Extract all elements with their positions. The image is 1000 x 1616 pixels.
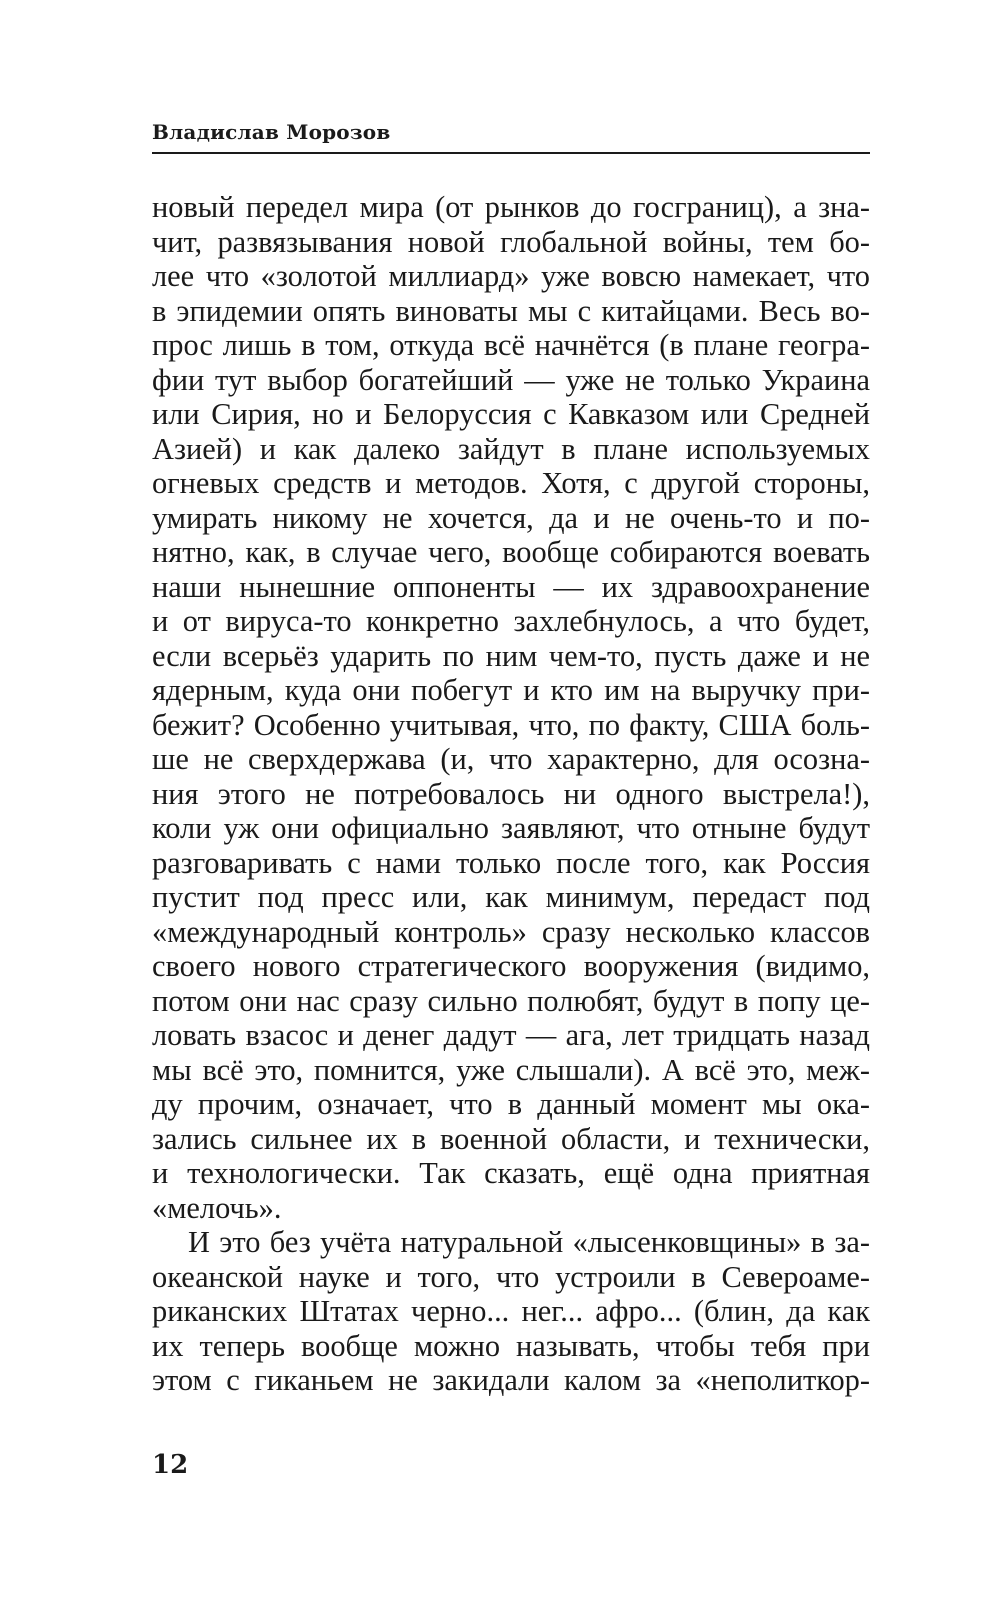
text-line: если всерьёз ударить по ним чем-то, пусть даже и не — [152, 638, 870, 673]
text-line: риканских Штатах черно... нег... афро... (блин, да как — [152, 1294, 870, 1328]
text-line: зались сильнее их в военной области, и технически, — [152, 1121, 870, 1156]
text-line: пустит под пресс или, как минимум, передаст под — [152, 880, 870, 914]
text-line: ду прочим, означает, что в данный момент мы ока- — [152, 1087, 870, 1121]
page-number: 12 — [152, 1450, 189, 1480]
text-line: своего нового стратегического вооружения (видимо, — [152, 949, 870, 983]
text-line: ше не сверхдержава (и, что характерно, для осозна- — [152, 742, 870, 776]
text-line: И это без учёта натуральной «лысенковщины» в за- — [188, 1225, 870, 1259]
text-line: огневых средств и методов. Хотя, с другой стороны, — [152, 466, 870, 500]
text-line: «мелочь». — [152, 1190, 282, 1225]
text-line: прос лишь в том, откуда всё начнётся (в плане геогра- — [152, 328, 870, 362]
text-line: лее что «золотой миллиард» уже вовсю намекает, что — [152, 259, 870, 293]
text-line: наши нынешние оппоненты — их здравоохранение — [152, 569, 870, 604]
text-line: этом с гиканьем не закидали калом за «неполиткор- — [152, 1363, 870, 1397]
text-line: в эпидемии опять виноваты мы с китайцами. Весь во- — [152, 293, 870, 328]
text-line: и от вируса-то конкретно захлебнулось, а что будет, — [152, 604, 870, 638]
text-line: фии тут выбор богатейший — уже не только Украина — [152, 362, 870, 397]
text-line: их теперь вообще можно называть, чтобы тебя при — [152, 1328, 870, 1363]
text-line: ядерным, куда они побегут и кто им на выручку при- — [152, 673, 870, 707]
author-name: Владислав Морозов — [152, 120, 391, 144]
text-line: или Сирия, но и Белоруссия с Кавказом или Средней — [152, 397, 870, 431]
text-line: мы всё это, помнится, уже слышали). А всё это, меж- — [152, 1052, 870, 1087]
text-line: «международный контроль» сразу несколько классов — [152, 914, 870, 949]
text-line: потом они нас сразу сильно полюбят, будут в попу це- — [152, 983, 870, 1018]
text-line: чит, развязывания новой глобальной войны, тем бо- — [152, 224, 870, 259]
text-line: океанской науке и того, что устроили в Североаме- — [152, 1259, 870, 1294]
text-line: бежит? Особенно учитывая, что, по факту, США боль- — [152, 707, 870, 742]
text-line: коли уж они официально заявляют, что отныне будут — [152, 811, 870, 845]
body-text — [152, 190, 870, 1398]
text-line: Азией) и как далеко зайдут в плане используемых — [152, 431, 870, 466]
text-line: умирать никому не хочется, да и не очень-то и по- — [152, 500, 870, 535]
running-header — [152, 112, 870, 154]
text-line: ловать взасос и денег дадут — ага, лет тридцать назад — [152, 1018, 870, 1052]
text-line: разговаривать с нами только после того, как Россия — [152, 845, 870, 880]
text-line: ния этого не потребовалось ни одного выстрела!), — [152, 776, 870, 811]
text-line: новый передел мира (от рынков до госграниц), а зна- — [152, 190, 870, 224]
text-line: и технологически. Так сказать, ещё одна приятная — [152, 1156, 870, 1190]
text-line: нятно, как, в случае чего, вообще собираются воевать — [152, 535, 870, 569]
